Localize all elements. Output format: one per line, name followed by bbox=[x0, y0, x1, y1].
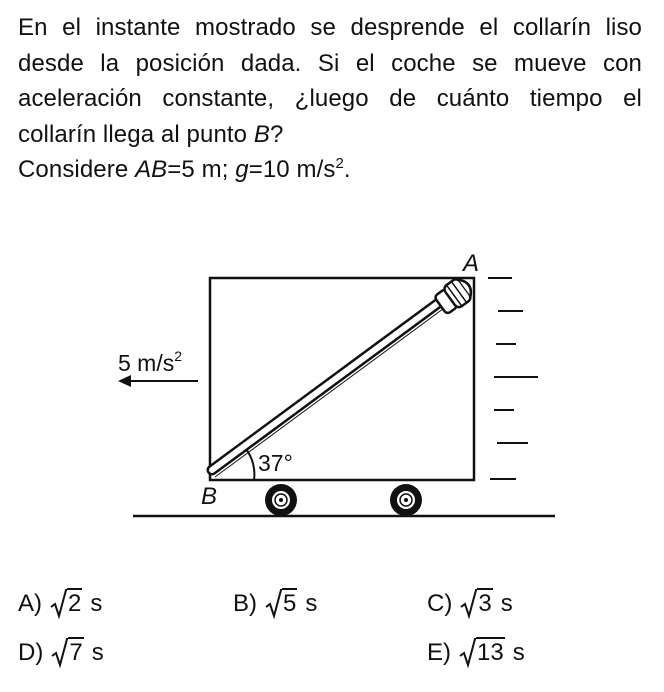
option-letter: C) bbox=[427, 590, 453, 617]
option-radicand: 2 bbox=[68, 590, 82, 617]
acceleration-label bbox=[118, 348, 182, 376]
g-exponent: 2 bbox=[335, 155, 344, 172]
option-unit: s bbox=[305, 590, 318, 617]
consider-label: Considere bbox=[18, 156, 136, 183]
angle-label: 37° bbox=[258, 450, 293, 476]
option-c[interactable] bbox=[427, 589, 513, 619]
option-radicand: 7 bbox=[69, 639, 83, 666]
radical-sign bbox=[265, 589, 282, 619]
acceleration-arrow bbox=[118, 375, 198, 387]
option-radicand: 5 bbox=[283, 590, 297, 617]
option-letter: E) bbox=[427, 639, 451, 666]
sqrt-expression bbox=[50, 589, 82, 619]
ab-value: =5 m; bbox=[167, 156, 236, 183]
acceleration-exponent: 2 bbox=[174, 348, 183, 364]
option-a[interactable] bbox=[18, 589, 102, 619]
end-period: . bbox=[343, 156, 351, 183]
point-a-label: A bbox=[463, 250, 480, 277]
sqrt-expression bbox=[460, 589, 492, 619]
collar bbox=[433, 274, 477, 316]
inclined-rod bbox=[212, 293, 455, 477]
point-b-reference: B bbox=[253, 120, 270, 148]
option-d[interactable] bbox=[18, 638, 104, 668]
g-variable: g bbox=[235, 156, 249, 183]
sqrt-expression bbox=[265, 589, 297, 619]
option-letter: A) bbox=[18, 590, 42, 617]
point-b-label: B bbox=[201, 483, 218, 510]
sqrt-expression bbox=[459, 638, 505, 668]
option-unit: s bbox=[512, 639, 525, 666]
wheel-left bbox=[265, 484, 297, 516]
option-unit: s bbox=[90, 590, 103, 617]
radical-sign bbox=[459, 638, 476, 668]
radical-sign bbox=[51, 638, 68, 668]
ab-variable: AB bbox=[135, 156, 168, 183]
option-letter: D) bbox=[18, 639, 44, 666]
wheel-right bbox=[390, 484, 422, 516]
option-unit: s bbox=[91, 639, 104, 666]
option-radicand: 13 bbox=[477, 639, 504, 666]
option-unit: s bbox=[500, 590, 513, 617]
option-letter: B) bbox=[233, 590, 257, 617]
g-value: =10 m/s bbox=[248, 156, 336, 183]
problem-text: En el instante mostrado se desprende el collarín liso desde la posición dada. Si el coche se mueve con aceleración constante, ¿luego de cuánto tiempo el collarín llega al punto bbox=[18, 14, 642, 148]
wall-hatching bbox=[488, 278, 538, 479]
option-e[interactable] bbox=[427, 638, 525, 668]
sqrt-expression bbox=[51, 638, 83, 668]
acceleration-value: 5 m/s bbox=[118, 350, 175, 376]
radical-sign bbox=[460, 589, 477, 619]
option-b[interactable] bbox=[233, 589, 317, 619]
question-mark: ? bbox=[270, 120, 284, 148]
option-radicand: 3 bbox=[478, 590, 492, 617]
radical-sign bbox=[50, 589, 67, 619]
